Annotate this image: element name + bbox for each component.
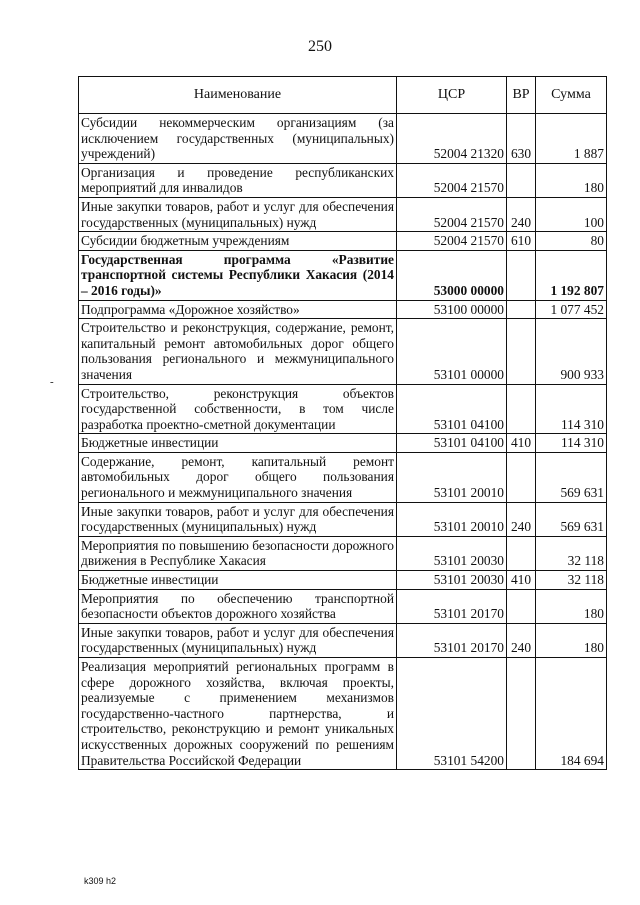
table-row — [79, 384, 607, 434]
table-row — [79, 114, 607, 164]
cell-csr: 53101 54200 — [397, 658, 507, 770]
cell-csr: 53100 00000 — [397, 300, 507, 319]
cell-vr: 240 — [507, 502, 536, 536]
cell-name: Мероприятия по повышению безопасности дорожного движения в Республике Хакасия — [79, 536, 397, 570]
cell-vr: 610 — [507, 232, 536, 251]
cell-vr: 240 — [507, 623, 536, 657]
cell-sum: 32 118 — [536, 536, 607, 570]
cell-vr — [507, 319, 536, 384]
cell-name: Иные закупки товаров, работ и услуг для обеспечения государственных (муниципальных) нужд — [79, 197, 397, 231]
cell-name: Иные закупки товаров, работ и услуг для обеспечения государственных (муниципальных) нужд — [79, 623, 397, 657]
table-row — [79, 589, 607, 623]
table-row — [79, 623, 607, 657]
table-header-row — [79, 77, 607, 114]
table-row — [79, 571, 607, 590]
table-row — [79, 658, 607, 770]
cell-name: Строительство, реконструкция объектов государственной собственности, в том числе разработка проектно-сметной документации — [79, 384, 397, 434]
table-row — [79, 197, 607, 231]
cell-csr: 53101 04100 — [397, 384, 507, 434]
cell-name: Мероприятия по обеспечению транспортной безопасности объектов дорожного хозяйства — [79, 589, 397, 623]
cell-sum: 114 310 — [536, 384, 607, 434]
footer-code: k309 h2 — [84, 876, 117, 886]
cell-name: Подпрограмма «Дорожное хозяйство» — [79, 300, 397, 319]
cell-name: Бюджетные инвестиции — [79, 571, 397, 590]
cell-name: Содержание, ремонт, капитальный ремонт автомобильных дорог общего пользования регионального и межмуниципального значения — [79, 452, 397, 502]
cell-sum: 180 — [536, 589, 607, 623]
cell-csr: 53101 20010 — [397, 452, 507, 502]
page-number: 250 — [308, 38, 332, 55]
header-vr: ВР — [507, 77, 536, 114]
cell-vr — [507, 658, 536, 770]
cell-name: Субсидии бюджетным учреждениям — [79, 232, 397, 251]
cell-vr — [507, 250, 536, 300]
cell-sum: 1 887 — [536, 114, 607, 164]
cell-name: Реализация мероприятий региональных программ в сфере дорожного хозяйства, включая проекты, реализуемые с применением механизмов государственно-частного партнерства, и строительство, реконструкцию и ремонт уникальных искусственных дорожных сооружений по решениям Правительства Российской Федерации — [79, 658, 397, 770]
cell-sum: 180 — [536, 623, 607, 657]
cell-csr: 53101 04100 — [397, 434, 507, 453]
cell-sum: 32 118 — [536, 571, 607, 590]
header-csr: ЦСР — [397, 77, 507, 114]
cell-name: Субсидии некоммерческим организациям (за исключением государственных (муниципальных) учреждений) — [79, 114, 397, 164]
table-row — [79, 319, 607, 384]
cell-sum: 1 077 452 — [536, 300, 607, 319]
cell-sum: 1 192 807 — [536, 250, 607, 300]
cell-name: Бюджетные инвестиции — [79, 434, 397, 453]
cell-name: Иные закупки товаров, работ и услуг для обеспечения государственных (муниципальных) нужд — [79, 502, 397, 536]
cell-vr — [507, 300, 536, 319]
budget-table — [78, 76, 607, 770]
cell-vr — [507, 589, 536, 623]
cell-sum: 80 — [536, 232, 607, 251]
cell-csr: 53101 20030 — [397, 571, 507, 590]
table-row — [79, 232, 607, 251]
header-name: Наименование — [79, 77, 397, 114]
cell-csr: 52004 21320 — [397, 114, 507, 164]
cell-csr: 52004 21570 — [397, 197, 507, 231]
cell-csr: 53000 00000 — [397, 250, 507, 300]
cell-csr: 53101 20030 — [397, 536, 507, 570]
cell-sum: 569 631 — [536, 502, 607, 536]
cell-sum: 180 — [536, 163, 607, 197]
cell-vr — [507, 384, 536, 434]
table-row — [79, 300, 607, 319]
header-sum: Сумма — [536, 77, 607, 114]
cell-vr: 240 — [507, 197, 536, 231]
cell-vr: 630 — [507, 114, 536, 164]
cell-vr — [507, 536, 536, 570]
cell-vr — [507, 452, 536, 502]
cell-csr: 53101 20170 — [397, 589, 507, 623]
cell-name: Организация и проведение республиканских мероприятий для инвалидов — [79, 163, 397, 197]
cell-vr: 410 — [507, 571, 536, 590]
cell-name: Государственная программа «Развитие транспортной системы Республики Хакасия (2014 – 2016 годы)» — [79, 250, 397, 300]
cell-vr — [507, 163, 536, 197]
table-row — [79, 452, 607, 502]
table-row — [79, 434, 607, 453]
margin-mark: - — [50, 376, 54, 388]
cell-name: Строительство и реконструкция, содержание, ремонт, капитальный ремонт автомобильных дорог общего пользования регионального и межмуниципального значения — [79, 319, 397, 384]
cell-sum: 114 310 — [536, 434, 607, 453]
cell-sum: 569 631 — [536, 452, 607, 502]
cell-sum: 100 — [536, 197, 607, 231]
table-row — [79, 536, 607, 570]
cell-sum: 900 933 — [536, 319, 607, 384]
cell-csr: 53101 20170 — [397, 623, 507, 657]
cell-sum: 184 694 — [536, 658, 607, 770]
cell-csr: 53101 00000 — [397, 319, 507, 384]
cell-csr: 52004 21570 — [397, 163, 507, 197]
table-body — [79, 114, 607, 770]
table-row — [79, 502, 607, 536]
table-row — [79, 163, 607, 197]
cell-csr: 53101 20010 — [397, 502, 507, 536]
cell-csr: 52004 21570 — [397, 232, 507, 251]
cell-vr: 410 — [507, 434, 536, 453]
table-row — [79, 250, 607, 300]
